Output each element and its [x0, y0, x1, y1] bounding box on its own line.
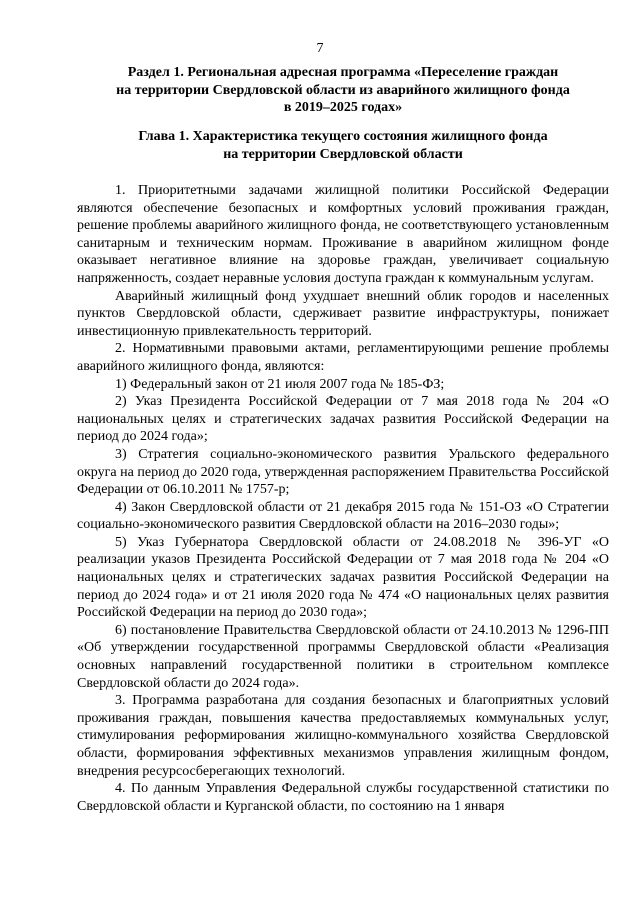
- list-item-regional-law: 4) Закон Свердловской области от 21 декабря 2015 года № 151-ОЗ «О Стратегии социально-экономического развития Свердловской области на 2016–2030 годы»;: [77, 499, 609, 533]
- paragraph-program-purpose: 3. Программа разработана для создания безопасных и благоприятных условий проживания граждан, повышения качества предоставляемых коммунальных услуг, стимулирования реформирования жилищно-коммунального хозяйства Свердловской области, формирования эффективных механизмов управления жилищным фондом, внедрения ресурсосберегающих технологий.: [77, 693, 609, 779]
- paragraph-emergency-housing-impact: Аварийный жилищный фонд ухудшает внешний облик городов и населенных пунктов Свердловской области, сдерживает развитие инфраструктуры, понижает инвестиционную привлекательность территорий.: [77, 288, 609, 339]
- section-title-line: Раздел 1. Региональная адресная программа «Переселение граждан: [127, 65, 559, 80]
- chapter-title-line: на территории Свердловской области: [223, 146, 463, 162]
- paragraph-priority-tasks: 1. Приоритетными задачами жилищной политики Российской Федерации являются обеспечение безопасных и комфортных условий проживания граждан, решение проблемы аварийного жилищного фонда, не соответствующего установленным санитарным и техническим нормам. Проживание в аварийном жилищном фонде оказывает негативное влияние на здоровье граждан, увеличивает социальную напряженность, создает неравные условия доступа граждан к коммунальным услугам.: [77, 183, 609, 286]
- chapter-title: [77, 128, 609, 163]
- section-title: [77, 64, 609, 117]
- list-item-presidential-decree: 2) Указ Президента Российской Федерации от 7 мая 2018 года № 204 «О национальных целях и стратегических задачах развития Российской Федерации на период до 2024 года»;: [77, 394, 609, 445]
- chapter-title-line: Глава 1. Характеристика текущего состояния жилищного фонда: [138, 129, 548, 144]
- paragraph-statistics: 4. По данным Управления Федеральной службы государственной статистики по Свердловской области и Курганской области, по состоянию на 1 января: [77, 781, 609, 814]
- list-item-governor-decree: 5) Указ Губернатора Свердловской области от 24.08.2018 № 396-УГ «О реализации указов Президента Российской Федерации от 7 мая 2018 года № 204 «О национальных целях и стратегических задачах развития Российской Федерации на период до 2024 года» и от 21 июля 2020 года № 474 «О национальных целях развития Российской Федерации на период до 2030 года»;: [77, 534, 609, 621]
- page-number: 7: [316, 41, 324, 56]
- paragraph-legal-acts-intro: 2. Нормативными правовыми актами, регламентирующими решение проблемы аварийного жилищного фонда, являются:: [77, 341, 609, 374]
- section-title-line: в 2019–2025 годах»: [283, 100, 403, 116]
- body-text: [77, 182, 609, 815]
- section-title-line: на территории Свердловской области из аварийного жилищного фонда: [116, 82, 570, 98]
- list-item-federal-law: 1) Федеральный закон от 21 июля 2007 года № 185-ФЗ;: [115, 376, 445, 392]
- list-item-ural-strategy: 3) Стратегия социально-экономического развития Уральского федерального округа на период до 2020 года, утвержденная распоряжением Правительства Российской Федерации от 06.10.2011 № 1757-р;: [77, 446, 609, 498]
- list-item-government-resolution: 6) постановление Правительства Свердловской области от 24.10.2013 № 1296-ПП «Об утверждении государственной программы Свердловской области «Реализация основных направлений государственной политики в строительном комплексе Свердловской области до 2024 года».: [77, 622, 609, 691]
